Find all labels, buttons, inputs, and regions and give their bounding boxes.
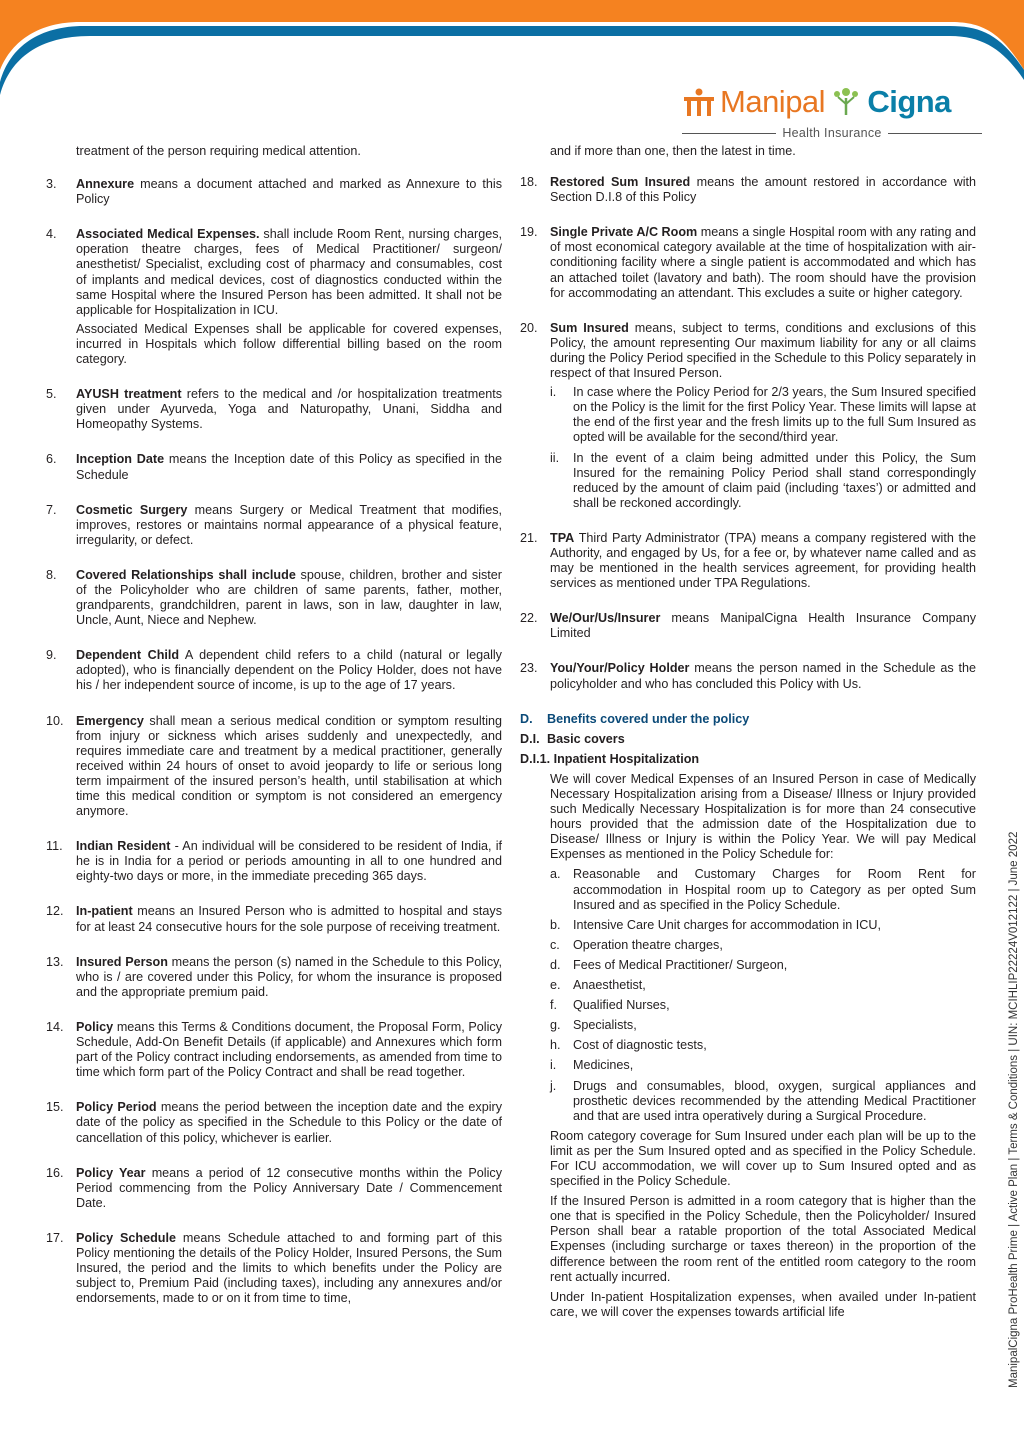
hosp-list-item — [550, 918, 976, 933]
item-definition: - An individual will be considered to be resident of India, if he is in India for a period or periods amounting in all to one hundred and eighty-two days or more, in the immediate preceding 365 days. — [76, 839, 503, 884]
left-intro-text: treatment of the person requiring medical attention. — [76, 144, 361, 158]
item-text — [550, 531, 976, 591]
item-text — [76, 1020, 502, 1080]
hosp-list-item — [550, 1058, 976, 1073]
item-term: Inception Date — [76, 452, 165, 467]
item-term: Insured Person — [76, 954, 168, 969]
item-number: 4. — [46, 227, 57, 242]
list-text: Operation theatre charges, — [573, 937, 723, 952]
item-definition: means this Terms & Conditions document, the Proposal Form, Policy Schedule, Add-On Benefit Details (if applicable) and Annexures which form part of the Policy contract including endorsements, as amended from time to time which form part of the Policy Contract and shall be read together. — [76, 1019, 502, 1080]
item-term: TPA — [550, 530, 575, 545]
hosp-paragraph-2: If the Insured Person is admitted in a room category that is higher than the one that is specified in the Policy Schedule, then the Policyholder/ Insured Person shall bear a ratable proportion of the total Associated Medical Expenses (including surcharge or taxes thereon) in the proportion of the difference between the room rent of the entitled room category to the room rent actually incurred. — [550, 1194, 976, 1284]
item-term: You/Your/Policy Holder — [550, 661, 690, 676]
left-intro — [46, 144, 502, 159]
definition-item — [46, 177, 502, 207]
list-text: Fees of Medical Practitioner/ Surgeon, — [573, 957, 788, 972]
definition-item — [46, 568, 502, 628]
item-text — [76, 1231, 502, 1306]
list-text: Cost of diagnostic tests, — [573, 1038, 707, 1053]
item-text — [76, 648, 502, 693]
item-term: Restored Sum Insured — [550, 175, 691, 190]
sub-list — [550, 385, 976, 511]
list-marker: g. — [550, 1018, 561, 1033]
item-number: 23. — [520, 661, 538, 676]
item-definition: Third Party Administrator (TPA) means a company registered with the Authority, and engaged by Us, for a fee or, by whatever name called and as may be mentioned in the health services agreement, for providing health services as mentioned under TPA Regulations. — [550, 530, 976, 591]
item-number: 12. — [46, 904, 64, 919]
definition-item — [46, 503, 502, 548]
item-text — [76, 955, 502, 1000]
definition-item — [46, 839, 502, 884]
list-text: Reasonable and Customary Charges for Room Rent for accommodation in Hospital room up to Category as per opted Sum Insured and as specified in the Policy Schedule. — [573, 867, 976, 912]
item-number: 3. — [46, 177, 57, 192]
list-marker: f. — [550, 998, 557, 1013]
right-intro-text: and if more than one, then the latest in time. — [550, 144, 796, 158]
sub-text: In case where the Policy Period for 2/3 years, the Sum Insured specified on the Policy is the limit for the first Policy Year. These limits will lapse at the end of the first year and the fresh limits up to the full Sum Insured as opted will be available for the second/third year. — [573, 385, 976, 445]
section-d-heading: D. Benefits covered under the policy — [520, 711, 750, 726]
item-term: Policy Year — [76, 1165, 146, 1180]
manipal-mark-icon — [682, 88, 716, 118]
item-text — [76, 839, 502, 884]
section-di1-heading: D.I.1. Inpatient Hospitalization — [520, 751, 700, 766]
item-term: Associated Medical Expenses. — [76, 227, 260, 242]
definition-item — [46, 227, 502, 367]
definition-item — [46, 1166, 502, 1211]
item-definition: means, subject to terms, conditions and exclusions of this Policy, the amount representing Our maximum liability for any or all claims during the Policy Period specified in the Schedule to this Policy separately in respect of that Insured Person. — [550, 320, 976, 381]
hosp-list-item — [550, 938, 976, 953]
section-di-heading: D.I. Basic covers — [520, 731, 625, 746]
item-text — [76, 503, 502, 548]
item-text — [76, 714, 502, 820]
definition-item — [46, 387, 502, 432]
item-number: 16. — [46, 1165, 64, 1180]
list-text: Anaesthetist, — [573, 978, 646, 993]
item-definition: means the person named in the Schedule as the policyholder and who has concluded this Policy with Us. — [550, 661, 976, 691]
definition-item — [46, 648, 502, 693]
item-term: Annexure — [76, 177, 135, 192]
item-text — [550, 611, 976, 641]
right-intro — [520, 144, 976, 159]
list-marker: a. — [550, 867, 561, 882]
sub-text: In the event of a claim being admitted under this Policy, the Sum Insured for the remaining Policy Period shall stand correspondingly reduced by the amount of claim paid (including ‘taxes’) or admitted and shall be reckoned accordingly. — [573, 450, 976, 510]
hosp-intro: We will cover Medical Expenses of an Insured Person in case of Medically Necessary Hospitalization arising from a Disease/ Illness or Injury provided such Medically Necessary Hospitalization is for more than 24 consecutive hours provided that the admission date of the Hospitalization due to Disease/ Illness or Injury is within the Policy Year. We will pay Medical Expenses as mentioned in the Policy Schedule for: — [550, 771, 976, 862]
item-definition: refers to the medical and /or hospitalization treatments given under Ayurveda, Yoga and Naturopathy, Unani, Siddha and Homeopathy Systems. — [76, 387, 502, 432]
list-marker: c. — [550, 937, 560, 952]
item-term: Policy Schedule — [76, 1230, 176, 1245]
item-number: 6. — [46, 452, 57, 467]
item-number: 17. — [46, 1230, 64, 1245]
item-text — [76, 452, 502, 482]
item-definition: means Surgery or Medical Treatment that modifies, improves, restores or maintains normal appearance of a physical feature, irregularity, or defect. — [76, 502, 502, 547]
hosp-list-item — [550, 1018, 976, 1033]
definition-item — [46, 904, 502, 934]
definition-item — [520, 175, 976, 205]
definition-item — [46, 1100, 502, 1145]
item-number: 15. — [46, 1100, 64, 1115]
item-number: 18. — [520, 175, 538, 190]
item-definition: means a document attached and marked as Annexure to this Policy — [76, 177, 502, 207]
item-definition: means the period between the inception date and the expiry date of the policy as specified in the Schedule to this Policy or the date of cancellation of this policy, whichever is earlier. — [76, 1100, 502, 1145]
hosp-list — [550, 867, 976, 1123]
item-definition: means the Inception date of this Policy as specified in the Schedule — [76, 452, 502, 482]
tree-icon — [833, 86, 859, 116]
item-term: Single Private A/C Room — [550, 225, 698, 240]
item-definition: means a period of 12 consecutive months within the Policy Period commencing from the Policy Anniversary Date / Commencement Date. — [76, 1165, 503, 1210]
sub-marker: ii. — [550, 450, 560, 465]
hosp-list-item — [550, 978, 976, 993]
item-number: 10. — [46, 713, 64, 728]
item-term: Emergency — [76, 713, 144, 728]
logo-manipal: Manipal — [720, 84, 826, 119]
item-text — [550, 175, 976, 205]
item-number: 21. — [520, 530, 538, 545]
item-definition: shall mean a serious medical condition or symptom resulting from injury or sickness which arises suddenly and unexpectedly, and requires immediate care and treatment by a medical practitioner, generally received within 24 hours of onset to avoid jeopardy to life or serious long term impairment of the insured person’s health, until stabilisation at which time this medical condition or symptom is not considered an emergency anymore. — [76, 713, 502, 819]
left-column — [46, 144, 502, 1326]
item-text — [76, 904, 502, 934]
item-term: AYUSH treatment — [76, 387, 182, 402]
list-text: Intensive Care Unit charges for accommodation in ICU, — [573, 917, 881, 932]
hosp-list-item — [550, 998, 976, 1013]
item-number: 8. — [46, 567, 57, 582]
hosp-list-item — [550, 1038, 976, 1053]
logo-cigna: Cigna — [867, 84, 951, 119]
list-marker: d. — [550, 957, 561, 972]
item-definition: means the amount restored in accordance with Section D.I.8 of this Policy — [550, 175, 976, 205]
definition-item — [520, 611, 976, 641]
hosp-list-item — [550, 867, 976, 912]
item-term: Dependent Child — [76, 648, 180, 663]
item-text — [550, 661, 976, 691]
definition-item — [520, 321, 976, 511]
item-number: 7. — [46, 502, 57, 517]
item-term: We/Our/Us/Insurer — [550, 611, 661, 626]
hosp-list-item — [550, 1079, 976, 1124]
right-column — [520, 144, 976, 1325]
item-text — [76, 227, 502, 318]
item-term: Cosmetic Surgery — [76, 502, 188, 517]
item-term: Policy Period — [76, 1100, 157, 1115]
item-paragraph: Associated Medical Expenses shall be applicable for covered expenses, incurred in Hospitals which follow differential billing based on the room category. — [76, 321, 502, 367]
list-marker: i. — [550, 1058, 557, 1073]
item-text — [76, 387, 502, 432]
item-definition: means Schedule attached to and forming part of this Policy mentioning the details of the Policy Holder, Insured Persons, the Sum Insured, the period and the limits to which benefits under the Policy are subject to, Premium Paid (including taxes), including any annexures and/or endorsements, made to or on it from time to time, — [76, 1230, 502, 1306]
item-text — [76, 1166, 502, 1211]
item-term: In-patient — [76, 904, 133, 919]
list-marker: j. — [550, 1078, 557, 1093]
list-text: Qualified Nurses, — [573, 998, 670, 1013]
side-footer-text: ManipalCigna ProHealth Prime | Active Plan | Terms & Conditions | UIN: MCIHLIP22224V012122 | June 2022 — [1008, 831, 1020, 1388]
hospitalization-body — [520, 772, 976, 1320]
definition-item — [46, 452, 502, 482]
list-marker: h. — [550, 1038, 561, 1053]
hosp-paragraph-3: Under In-patient Hospitalization expenses, when availed under In-patient care, we will cover the expenses towards artificial life — [550, 1289, 976, 1319]
item-definition: means an Insured Person who is admitted to hospital and stays for at least 24 consecutive hours for the sole purpose of receiving treatment. — [76, 904, 502, 934]
item-number: 20. — [520, 320, 538, 335]
item-definition: spouse, children, brother and sister of the Policyholder who are children of same parents, father, mother, grandparents, grandchildren, parent in laws, son in law, daughter in law, Uncle, Aunt, Niece and Nephew. — [76, 567, 502, 628]
list-marker: b. — [550, 917, 561, 932]
item-number: 13. — [46, 954, 64, 969]
item-term: Policy — [76, 1019, 114, 1034]
item-number: 5. — [46, 387, 57, 402]
definition-item — [520, 225, 976, 300]
item-text — [550, 225, 976, 300]
definition-item — [46, 955, 502, 1000]
item-text — [76, 177, 502, 207]
item-term: Covered Relationships shall include — [76, 567, 296, 582]
item-text — [76, 1100, 502, 1145]
definition-item — [46, 1020, 502, 1080]
list-marker: e. — [550, 978, 561, 993]
sub-item — [550, 451, 976, 511]
definition-item — [46, 1231, 502, 1306]
item-term: Sum Insured — [550, 320, 629, 335]
list-text: Medicines, — [573, 1058, 634, 1073]
item-text — [76, 568, 502, 628]
sub-marker: i. — [550, 385, 557, 400]
definition-item — [520, 661, 976, 691]
definition-item — [520, 531, 976, 591]
item-definition: means a single Hospital room with any rating and of most economical category available at the time of hospitalization with air-conditioning facility where a single patient is accommodated and which has an attached toilet (lavatory and bath). The room should have the provision for accommodating an attendant. This excludes a suite or higher category. — [550, 225, 976, 300]
item-number: 14. — [46, 1019, 64, 1034]
item-definition: A dependent child refers to a child (natural or legally adopted), who is financially dependent on the Policy Holder, does not have his / her independent source of income, is up to the age of 17 years. — [76, 648, 502, 693]
definition-item — [46, 714, 502, 820]
item-definition: shall include Room Rent, nursing charges, operation theatre charges, fees of Medical Practitioner/ surgeon/ anesthetist/ Specialist, excluding cost of pharmacy and consumables, cost of implants and medical devices, cost of diagnostics conducted within the same Hospital where the Insured Person has been admitted. It shall not be applicable for Hospitalization in ICU. — [76, 227, 502, 317]
item-number: 19. — [520, 225, 538, 240]
hosp-list-item — [550, 958, 976, 973]
hosp-paragraph-1: Room category coverage for Sum Insured under each plan will be up to the limit as per the Sum Insured opted and as specified in the Policy Schedule. For ICU accommodation, we will cover up to Sum Insured opted and as specified in the Policy Schedule. — [550, 1128, 976, 1189]
list-text: Specialists, — [573, 1018, 637, 1033]
item-term: Indian Resident — [76, 839, 171, 854]
item-number: 11. — [46, 839, 63, 854]
item-number: 9. — [46, 648, 57, 663]
item-text — [550, 321, 976, 381]
logo-tagline: Health Insurance — [782, 126, 882, 140]
item-definition: means the person (s) named in the Schedule to this Policy, who is / are covered under this Policy, for whom the insurance is proposed and the appropriate premium paid. — [76, 954, 503, 999]
list-text: Drugs and consumables, blood, oxygen, surgical appliances and prosthetic devices recommended by the attending Medical Practitioner and that are used intra operatively during a Surgical Procedure. — [573, 1078, 976, 1123]
sub-item — [550, 385, 976, 445]
item-definition: means ManipalCigna Health Insurance Company Limited — [550, 611, 976, 641]
item-number: 22. — [520, 611, 538, 626]
company-logo — [682, 84, 982, 144]
